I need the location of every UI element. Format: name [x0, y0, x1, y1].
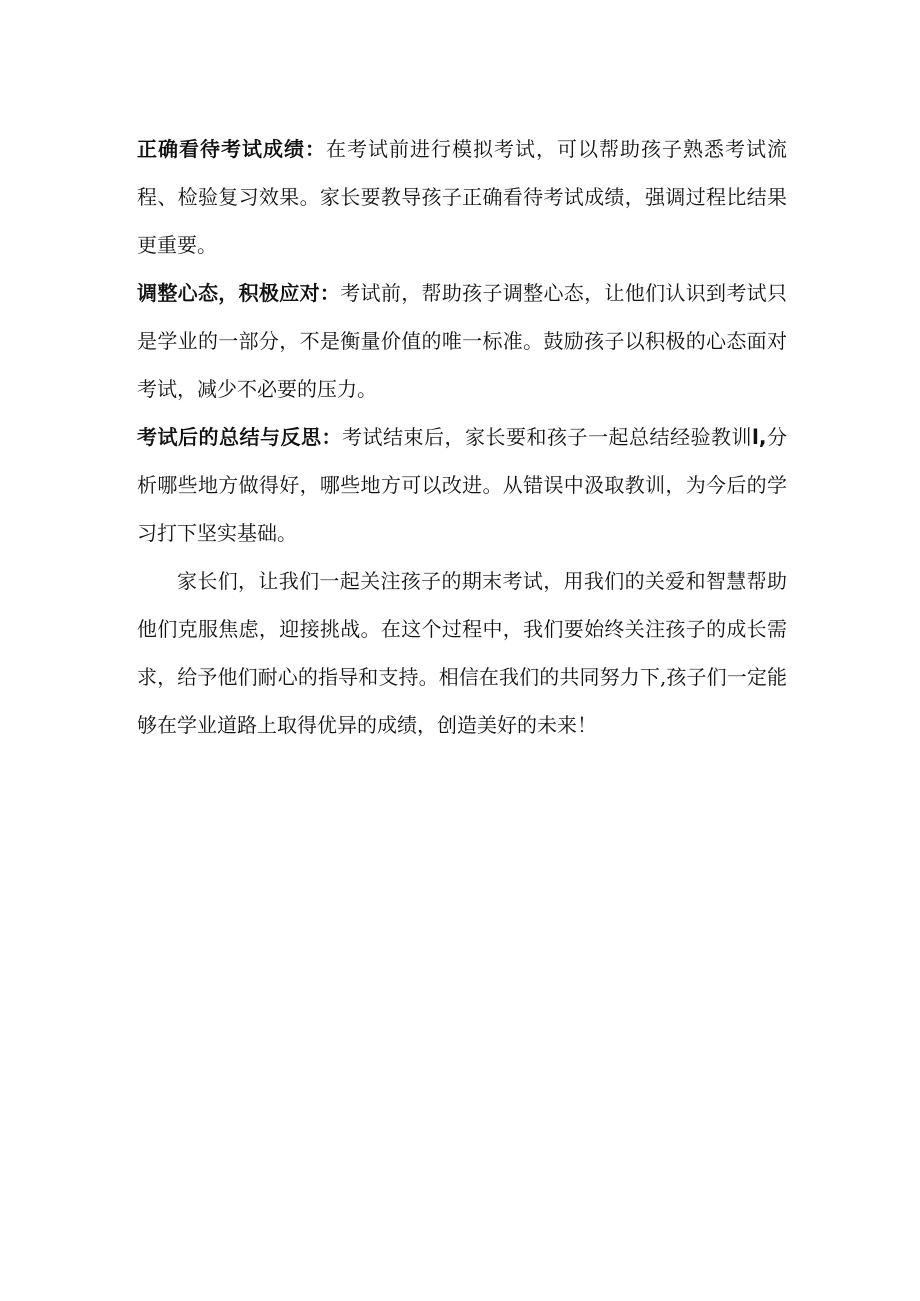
- section-heading: 正确看待考试成绩：: [137, 137, 326, 161]
- section-heading: 调整心态，积极应对：: [137, 281, 341, 305]
- text-mark: l,: [752, 425, 767, 449]
- section-heading: 考试后的总结与反思：: [137, 425, 343, 449]
- section-body: 在考试前进行模拟考试，可以帮助孩子熟悉考试流程、检验复习效果。家长要教导孩子正确看待考试成绩，强调过程比结果更重要。: [137, 137, 787, 257]
- document-body: [137, 125, 787, 749]
- section-body-part: 考试结束后，家长要和孩子一起总结经验教训: [342, 425, 753, 449]
- section-body: 考试前，帮助孩子调整心态，让他们认识到考试只是学业的一部分，不是衡量价值的唯一标准。鼓励孩子以积极的心态面对考试，减少不必要的压力。: [137, 281, 788, 401]
- closing-paragraph: 家长们，让我们一起关注孩子的期末考试，用我们的关爱和智慧帮助他们克服焦虑，迎接挑战。在这个过程中，我们要始终关注孩子的成长需求，给予他们耐心的指导和支持。相信在我们的共同努力下,孩子们一定能够在学业道路上取得优异的成绩，创造美好的未来！: [137, 569, 787, 737]
- section-exam-results: [137, 125, 787, 269]
- section-adjust-mindset: [137, 269, 787, 413]
- section-body-part: 分析哪些地方做得好，哪些地方可以改进。从错误中汲取教训，为今后的学习打下坚实基础。: [137, 425, 788, 545]
- section-post-exam-review: [137, 413, 787, 557]
